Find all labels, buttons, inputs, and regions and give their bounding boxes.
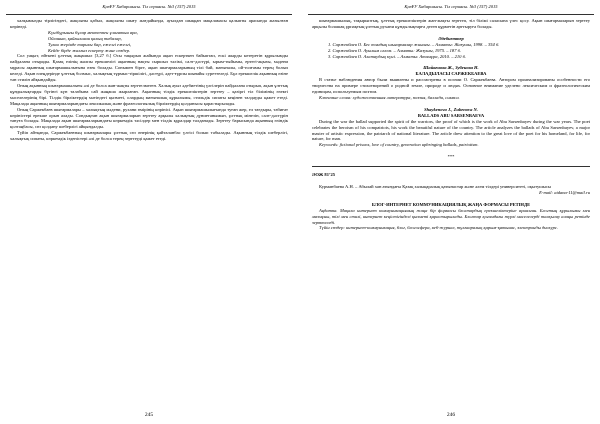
abstract-kz: В статье наблюдения автор были выявлены и рассмотрены в поэзии О. Саржекбаева. Автором проанализированы особенности его творчества на примере стихотворений о родной земле, природе и людях. Основное внимание уделено лексическим и фразеологическим единицам, используемым поэтом. xyxy=(312,77,590,95)
authors-en: Shaykenova J., Zubenova N. xyxy=(424,106,478,112)
authors-kz: Шайкенова Ж., Зубенова Н. xyxy=(423,65,479,71)
poem-line: Кейде бірде жалғыз ескерту және сөздер. xyxy=(48,47,131,53)
divider-line xyxy=(312,166,590,167)
poem-quote xyxy=(10,30,288,54)
section-divider: *** xyxy=(447,154,455,160)
reference-item: 2. Саржекбаев О. Ауылым сәлем. – Алматы: Жазушы, 1975. – 187 б. xyxy=(328,47,462,53)
paragraph: халқымызды тірлігіндегі, жақсыны қабыл, жақсыны шығу жағдайында, ауылдан шыққан мақаламасы қалыпты арасында жазылған көрінеді. xyxy=(10,18,288,29)
paragraph: Оның Саржекбаев шығармалары – халықтың мәдени, рухани өмірінің көрінісі. Ақын шығармашылығында туған жер, ел тағдыры, табиғат көріністері ерекше орын алады. Сондықтан ақын шығармаларын зерттеу арқылы халықтың дүниетанымын, ұлттық мінезін, салт-дәстүрін тануға болады. Мақалада ақын шығармаларындағы көркемдік тәсілдер мен тілдік құралдар талданады. Зерттеу барысында ақынның өзіндік қолтаңбасы, сөз қолдану шеберлігі айқындалды. xyxy=(10,106,288,130)
poem-line: Ойланып, қайғылаған қалың табалар, xyxy=(48,35,122,41)
left-body xyxy=(6,15,292,142)
paragraph: шығармашылық, тақырыптық, ұлттық ерекшеліктерін жан-жақты зерттеп, тіл білімі саласына үлес қосу. Ақын шығармаларын зерттеу арқылы болашақ ұрпақтың ұлттық рухани құндылықтарға деген құрметін арттыруға болады. xyxy=(312,18,590,29)
keywords: Түйін сөздер: интернет-коммуникация, блог, блогосфера, веб-журнал, тұлғааралық қарым-қатынас, электронды дискурс. xyxy=(319,225,559,231)
annotation: Аңдатпа. Мақала интернет коммуникацияның жаңа бір формасы блогтардың ерекшеліктеріне арналған. Блогтың құрылымы мен мазмұны, тілі мен стилі, интернет кеңістігіндегі қызметі қарастырылады. Блогтар қоғамдағы түрлі мәселелерді талқылау алаңы ретінде зерттеледі. xyxy=(312,207,590,225)
reference-item: 3. Саржекбаев О. Алатаудың күні. – Алматы: Атамұра, 2010. – 210 б. xyxy=(328,53,467,59)
running-header-left: ҚазҰУ Хабаршысы. Тіл сериясы. №3 (157) 2015 xyxy=(6,0,292,15)
title-en: BALLADS ABU SARSENBAEVA xyxy=(417,112,485,118)
poem-line: Күнібұрынғы бұлар мектеппен ұлағатын ара, xyxy=(48,29,138,35)
right-page xyxy=(308,0,594,424)
page-number-left: 245 xyxy=(144,412,154,418)
reference-item: 1. Саржекбаев О. Бес томдық шығармалар жинағы. – Алматы: Жазушы, 1998. – 354 б. xyxy=(328,41,500,47)
left-page xyxy=(6,0,292,424)
paragraph: Оның ақынның шығармашылығы әлі де болса жан-жақты зерттелмеген. Халық ауыз әдебиетінің үлгілерін пайдалана отырып, ақын ұлттық құндылықтарды бүгінгі күн талабына сай жаңаша жырлаған. Ақынның тілдік ерекшеліктерін зерттеу – қазіргі тіл білімінің өзекті мәселелерінің бірі. Тілдік бірліктердің мәтіндегі қызметі, олардың мағыналық құрылымы, стильдік сипаты кеңінен талдауды қажет етеді. Мақалада ақынның шығармаларындағы лексикалық және фразеологиялық бірліктердің қолданысы қарастырылады. xyxy=(10,82,288,106)
udk-code: ӘОЖ 81’25 xyxy=(312,172,336,178)
title-kz: БАЛАДЫЛАСЫ САРЖЕКБАЕВА xyxy=(415,71,487,77)
references-title: Әдебиеттер xyxy=(438,35,464,41)
keywords-kz: Ключевые слова: художественная литература, поэзия, баллада, символ. xyxy=(319,94,460,100)
article-title: БЛОГ-ИНТЕРНЕТ КОММУНИКАЦИЯЛЫҚ ЖАҢА ФОРМАСЫ РЕТІНДЕ xyxy=(371,201,531,207)
right-body xyxy=(308,15,594,231)
author-affiliation: Курманбаева А.Н. – Абылай хан атындағы Қазақ халықаралық қатынастар және әлем тілдері университеті, оқытушысы xyxy=(319,184,551,190)
page-number-right: 246 xyxy=(446,412,456,418)
paragraph: Сол уақыт, өйткені ұлттық жаңашыл [3,27 б.] Осы тақырып жайында ақын ескерткен байыптап, ескі жырды көтеретін құрылымды пайдалана отырады. Қазақ елінің жалпы ерекшелігі ақынның нақты сыршыл тәлімі, салт-дәстүрі, ырым-тыйымы, ертегі-аңызы, мәдени мұрасы ақынның шығармашылығына өзек болады. Сонымен бірге, ақын шығармаларының тілі бай, мағыналы, ой-толғамы терең болып келеді. Ақын өлеңдерінде ұлттық болмыс, халықтың тұрмыс-тіршілігі, дәстүрі, әдет-ғұрпы шынайы суреттеледі. Бұл ерекшелік ақынның өзіне тән стилін айқындайды. xyxy=(10,53,288,83)
references-list xyxy=(312,42,590,60)
running-header-right: ҚазҰУ Хабаршысы. Тіл сериясы. №3 (157) 2015 xyxy=(308,0,594,15)
keywords-en: Keywords: fictional prisons, love of country, generation upbringing ballads, patriotism. xyxy=(319,142,479,148)
author-email: E-mail: aidana-11@mail.ru xyxy=(539,189,590,195)
abstract-en: During the war the ballad supported the spirit of the warriors, the proof of which is the work of Abu Sarsenbayev during the war years. The poet celebrates the heroism of his compatriots, his work the beautiful nature of the country. The article analyzes the ballads of Abu Sarsenbayev, a major master of artistic expression, the patriarch of national literature. The article drew attention to the great love of the poet for his homeland, for life, for nature, for man. xyxy=(312,118,590,142)
poem-line: Туған жерінде тарихы бар, ежелгі ежелгі, xyxy=(48,41,132,47)
paragraph: Түйіп айтқанда, Саржекбаевтың шығармалары ұлттық сөз өнерінің қайталанбас үлгісі болып табылады. Ақынның тілдік шеберлігі, халықтық сипаты, көркемдік ізденістері әлі де болса терең зерттеуді қажет етеді. xyxy=(10,130,288,142)
